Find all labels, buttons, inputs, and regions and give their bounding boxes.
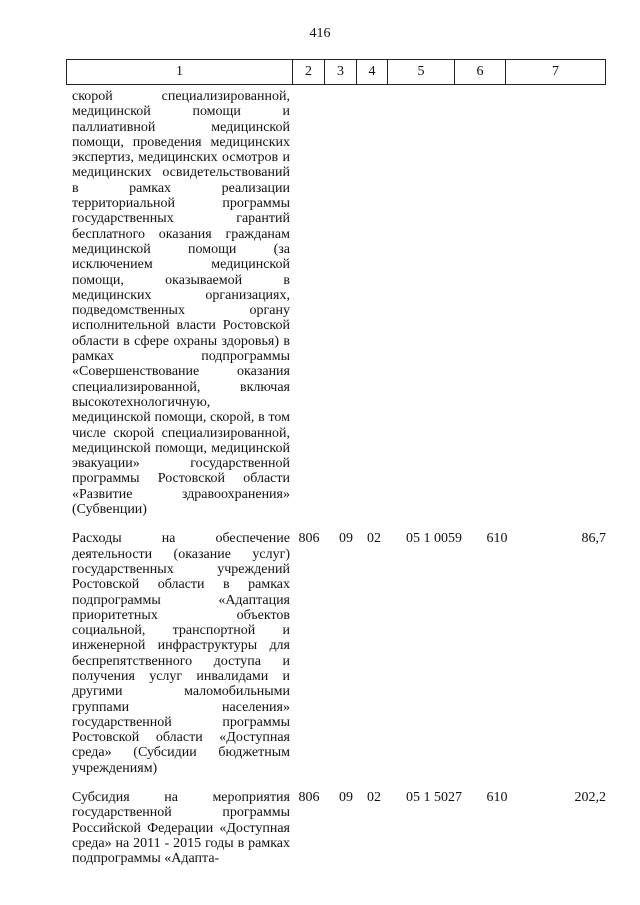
table-row — [67, 531, 613, 776]
amount-value: 202,2 — [574, 790, 606, 806]
section-code: 09 — [339, 790, 353, 806]
column-header-3: 3 — [325, 60, 357, 85]
column-header-6: 6 — [455, 60, 506, 85]
column-header-1: 1 — [67, 60, 293, 85]
table-row — [67, 790, 613, 866]
ministry-code: 806 — [298, 531, 320, 547]
expense-type-code: 610 — [486, 531, 508, 547]
page-number: 416 — [309, 26, 331, 41]
column-header-table — [66, 59, 606, 85]
table-row — [67, 89, 613, 517]
row-description: Расходы на обеспечение деятельности (оказание услуг) государственных учреждений Ростовской области в рамках подпрограммы «Адаптация приоритетных объектов социальной, транспортной и инженерной инфраструктуры для беспрепятственного доступа и получения услуг инвалидами и другими маломобильными группами населения» государственной программы Ростовской области «Доступная среда» (Субсидии бюджетным учреждениям) — [72, 531, 290, 776]
column-header-7: 7 — [506, 60, 606, 85]
row-description: Субсидия на мероприятия государственной программы Российской Федерации «Доступная среда» на 2011 - 2015 годы в рамках подпрограммы «Адапта- — [72, 790, 290, 867]
row-description: скорой специализированной, медицинской помощи и паллиативной медицинской помощи, проведения медицинских экспертиз, медицинских осмотров и медицинских освидетельствований в рамках реализации территориальной программы государственных гарантий бесплатного оказания гражданам медицинской помощи (за исключением медицинской помощи, оказываемой в медицинских организациях, подведомственных органу исполнительной власти Ростовской области в сфере охраны здоровья) в рамках подпрограммы «Совершенствование оказания специализированной, включая высокотехнологичную, медицинской помощи, скорой, в том числе скорой специализированной, медицинской помощи, медицинской эвакуации» государственной программы Ростовской области «Развитие здравоохранения» (Субвенции) — [72, 89, 290, 518]
column-header-row — [67, 60, 606, 85]
column-header-5: 5 — [388, 60, 455, 85]
amount-value: 86,7 — [581, 531, 606, 547]
column-header-2: 2 — [293, 60, 325, 85]
ministry-code: 806 — [298, 790, 320, 806]
target-article-code: 05 1 5027 — [406, 790, 462, 806]
subsection-code: 02 — [367, 790, 381, 806]
table-body — [67, 89, 613, 867]
expense-type-code: 610 — [486, 790, 508, 806]
subsection-code: 02 — [367, 531, 381, 547]
column-header-4: 4 — [357, 60, 388, 85]
section-code: 09 — [339, 531, 353, 547]
target-article-code: 05 1 0059 — [406, 531, 462, 547]
